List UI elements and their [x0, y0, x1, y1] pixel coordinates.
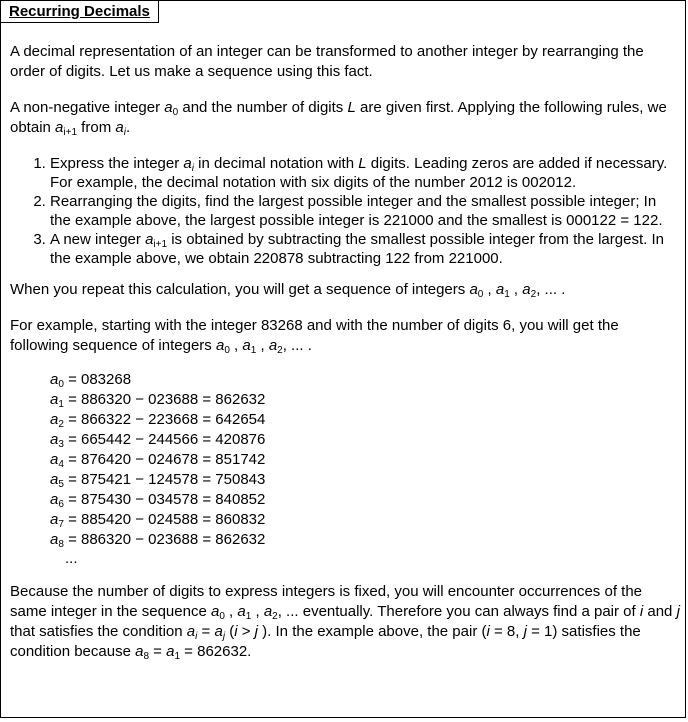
var-i: i [486, 623, 490, 640]
var-a: a [186, 623, 196, 640]
subscript: 2 [530, 289, 537, 300]
text-span: is obtained by subtracting the smallest possible integer from the largest. In the example above, we obtain 220878 subtracting 122 from 221000. [50, 231, 664, 267]
sequence-row [50, 450, 680, 470]
var-l: L [358, 155, 367, 172]
var-a: a [50, 391, 59, 408]
subscript: 5 [58, 479, 64, 490]
text-span: from [77, 119, 116, 136]
var-a: a [50, 451, 59, 468]
sequence-value: = 665442 − 244566 = 420876 [63, 431, 266, 448]
page-title: Recurring Decimals [9, 3, 150, 20]
var-a: a [237, 603, 246, 620]
var-a: a [145, 231, 154, 248]
var-i: i [639, 603, 644, 620]
sequence-row [50, 490, 680, 510]
var-a: a [50, 511, 59, 528]
rule-2: 2. Rearranging the digits, find the largest possible integer and the smallest possible integer; In the example above, the largest possible integer is 221000 and the smallest is 000122 = 122. [50, 192, 680, 230]
subscript: i+1 [63, 127, 78, 138]
sequence-value: = 866322 − 223668 = 642654 [63, 411, 266, 428]
sequence-row [50, 390, 680, 410]
var-j: j [254, 623, 259, 640]
rules-list [10, 154, 680, 268]
equals: = [197, 623, 215, 640]
subscript: 8 [143, 651, 149, 662]
setup-paragraph [10, 98, 680, 138]
sequence-row [50, 410, 680, 430]
text-span: = 8, [489, 623, 524, 640]
text-span: that satisfies the condition [10, 623, 187, 640]
subscript: 1 [245, 611, 252, 622]
subscript: i+1 [153, 239, 168, 250]
subscript-i: i [123, 127, 126, 138]
comma: , [256, 337, 269, 354]
var-a: a [268, 337, 278, 354]
problem-body [10, 42, 680, 662]
subscript: 0 [172, 107, 179, 118]
text-span: Because the number of digits to express integers is fixed, you will encounter occurrences of the same integer in the sequence [10, 583, 642, 620]
sequence-row [50, 430, 680, 450]
sequence-value: = 876420 − 024678 = 851742 [63, 451, 266, 468]
text-span: = 862632. [180, 643, 252, 660]
var-j: j [523, 623, 527, 640]
sequence-value: = 886320 − 023688 = 862632 [63, 391, 266, 408]
var-a: a [522, 281, 531, 298]
subscript: 4 [58, 459, 64, 470]
var-a: a [135, 643, 144, 660]
text-span: . [125, 119, 131, 136]
var-a: a [166, 643, 175, 660]
comma: , [251, 603, 264, 620]
sequence-value: = 885420 − 024588 = 860832 [63, 511, 266, 528]
text-span: in decimal notation with [193, 155, 359, 172]
var-a: a [55, 119, 64, 136]
text-span: When you repeat this calculation, you will get a sequence of integers [10, 281, 470, 298]
subscript: 8 [58, 539, 64, 550]
subscript: 0 [58, 379, 64, 390]
subscript: 2 [272, 611, 278, 622]
text-span: , ... . [536, 281, 566, 298]
sequence-row [50, 510, 680, 530]
text-span: = 1) satisfies the condition because [10, 623, 641, 660]
greater-than: > [237, 623, 255, 640]
var-a: a [50, 431, 59, 448]
subscript-i: i [195, 631, 198, 642]
equals: = [149, 643, 167, 660]
text-span: For example, starting with the integer 83268 and with the number of digits 6, you will get the following sequence of integers [10, 317, 619, 354]
var-a: a [183, 155, 192, 172]
sequence-value: = 083268 [63, 371, 132, 388]
text-span: Express the integer [50, 155, 184, 172]
text-span: A non-negative integer [10, 99, 165, 116]
var-a: a [210, 603, 220, 620]
text-span: ( [225, 623, 235, 640]
conclusion-paragraph [10, 582, 680, 662]
sequence-value: = 886320 − 023688 = 862632 [63, 531, 266, 548]
text-span: and [643, 603, 677, 620]
var-a: a [50, 471, 59, 488]
subscript: 0 [477, 289, 484, 300]
subscript: 1 [58, 399, 64, 410]
subscript: 3 [58, 439, 64, 450]
var-a: a [242, 337, 251, 354]
sequence-row [50, 370, 680, 390]
rule-1 [50, 154, 680, 192]
example-paragraph [10, 316, 680, 356]
subscript: 6 [58, 499, 64, 510]
var-a: a [469, 281, 478, 298]
subscript: 7 [58, 519, 64, 530]
subscript-j: j [222, 631, 226, 642]
text-span: and the number of digits [178, 99, 348, 116]
text-span: A new integer [50, 231, 146, 248]
text-span: , ... . [282, 337, 312, 354]
subscript: 2 [277, 345, 283, 356]
sequence-ellipsis: ... [65, 550, 78, 567]
subscript-i: i [191, 163, 194, 174]
comma: , [483, 281, 496, 298]
var-j: j [676, 603, 680, 620]
var-a: a [50, 371, 59, 388]
text-span: digits. Leading zeros are added if necessary. For example, the decimal notation with six digits of the number 2012 is 002012. [50, 155, 668, 191]
subscript: 2 [58, 419, 64, 430]
var-a: a [50, 491, 59, 508]
var-a: a [164, 99, 173, 116]
subscript: 0 [219, 611, 225, 622]
text-span: ). In the example above, the pair ( [258, 623, 487, 640]
var-l: L [347, 99, 356, 116]
intro-paragraph: A decimal representation of an integer can be transformed to another integer by rearranging the order of digits. Let us make a sequence using this fact. [10, 43, 644, 80]
var-a: a [263, 603, 273, 620]
subscript: 1 [250, 345, 257, 356]
text-span: , ... eventually. Therefore you can always find a pair of [277, 603, 640, 620]
subscript: 0 [224, 345, 230, 356]
subscript: 1 [504, 289, 510, 300]
var-a: a [215, 337, 225, 354]
sequence-row [50, 470, 680, 490]
comma: , [509, 281, 523, 298]
sequence-value: = 875430 − 034578 = 840852 [63, 491, 266, 508]
sequence-row [50, 530, 680, 550]
sequence-value: = 875421 − 124578 = 750843 [63, 471, 266, 488]
var-a: a [50, 411, 59, 428]
var-a: a [50, 531, 59, 548]
example-sequence [50, 370, 680, 568]
subscript: 1 [174, 651, 181, 662]
var-a: a [214, 623, 223, 640]
var-i: i [234, 623, 238, 640]
comma: , [224, 603, 238, 620]
repeat-paragraph [10, 280, 680, 300]
var-a: a [115, 119, 124, 136]
title-box [1, 1, 159, 23]
rule-3 [50, 230, 680, 268]
text-span: are given first. Applying the following rules, we obtain [10, 99, 667, 136]
comma: , [229, 337, 243, 354]
var-a: a [495, 281, 505, 298]
